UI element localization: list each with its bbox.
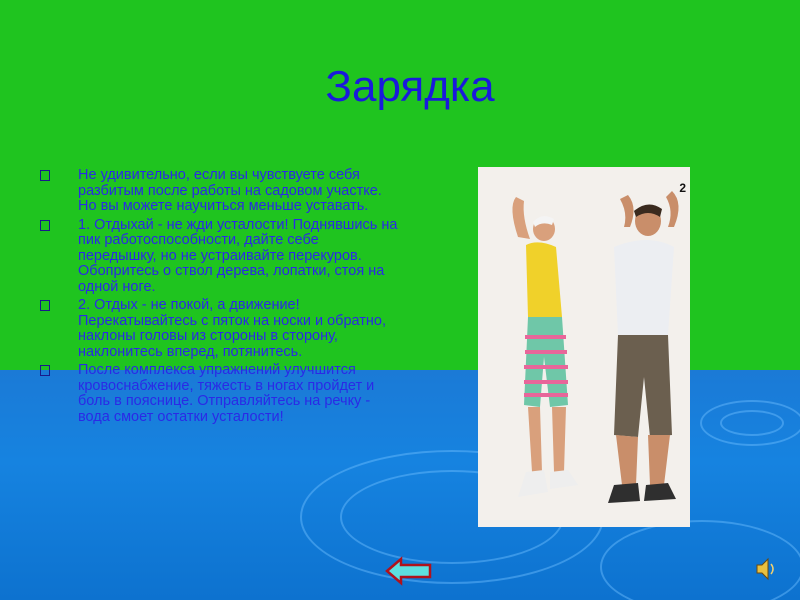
- back-arrow-icon: [385, 556, 433, 586]
- paragraph-4: [40, 363, 400, 425]
- paragraph-2: [40, 218, 400, 296]
- woman-figure: [512, 197, 578, 497]
- exercise-illustration: [478, 167, 690, 527]
- paragraph-text: 2. Отдых - не покой, а движение! Перекатывайтесь с пяток на носки и обратно, наклоны головы из стороны в сторону, наклонитесь вперед, потянитесь.: [78, 297, 387, 360]
- man-figure: [608, 191, 679, 503]
- text-block: [40, 168, 400, 428]
- bullet-icon: [40, 220, 50, 231]
- photo-number: 2: [679, 181, 686, 195]
- water-ripple: [700, 400, 800, 446]
- back-button[interactable]: [385, 556, 433, 586]
- speaker-icon[interactable]: [755, 556, 777, 582]
- bullet-icon: [40, 300, 50, 311]
- paragraph-text: Не удивительно, если вы чувствуете себя разбитым после работы на садовом участке. Но вы можете научиться меньше уставать.: [78, 167, 382, 214]
- bullet-icon: [40, 170, 50, 181]
- paragraph-text: После комплекса упражнений улучшится кровоснабжение, тяжесть в ногах пройдет и боль в пояснице. Отправляйтесь на речку - вода смоет остатки усталости!: [78, 362, 375, 425]
- paragraph-text: 1. Отдыхай - не жди усталости! Поднявшись на пик работоспособности, дайте себе передышку, но не устраивайте перекуров. Обопритесь о ствол дерева, лопатки, стоя на одной ноге.: [78, 216, 398, 295]
- exercise-photo: [478, 167, 690, 527]
- paragraph-3: [40, 298, 400, 360]
- slide-title: Зарядка: [325, 62, 495, 111]
- bullet-icon: [40, 365, 50, 376]
- paragraph-1: [40, 168, 400, 215]
